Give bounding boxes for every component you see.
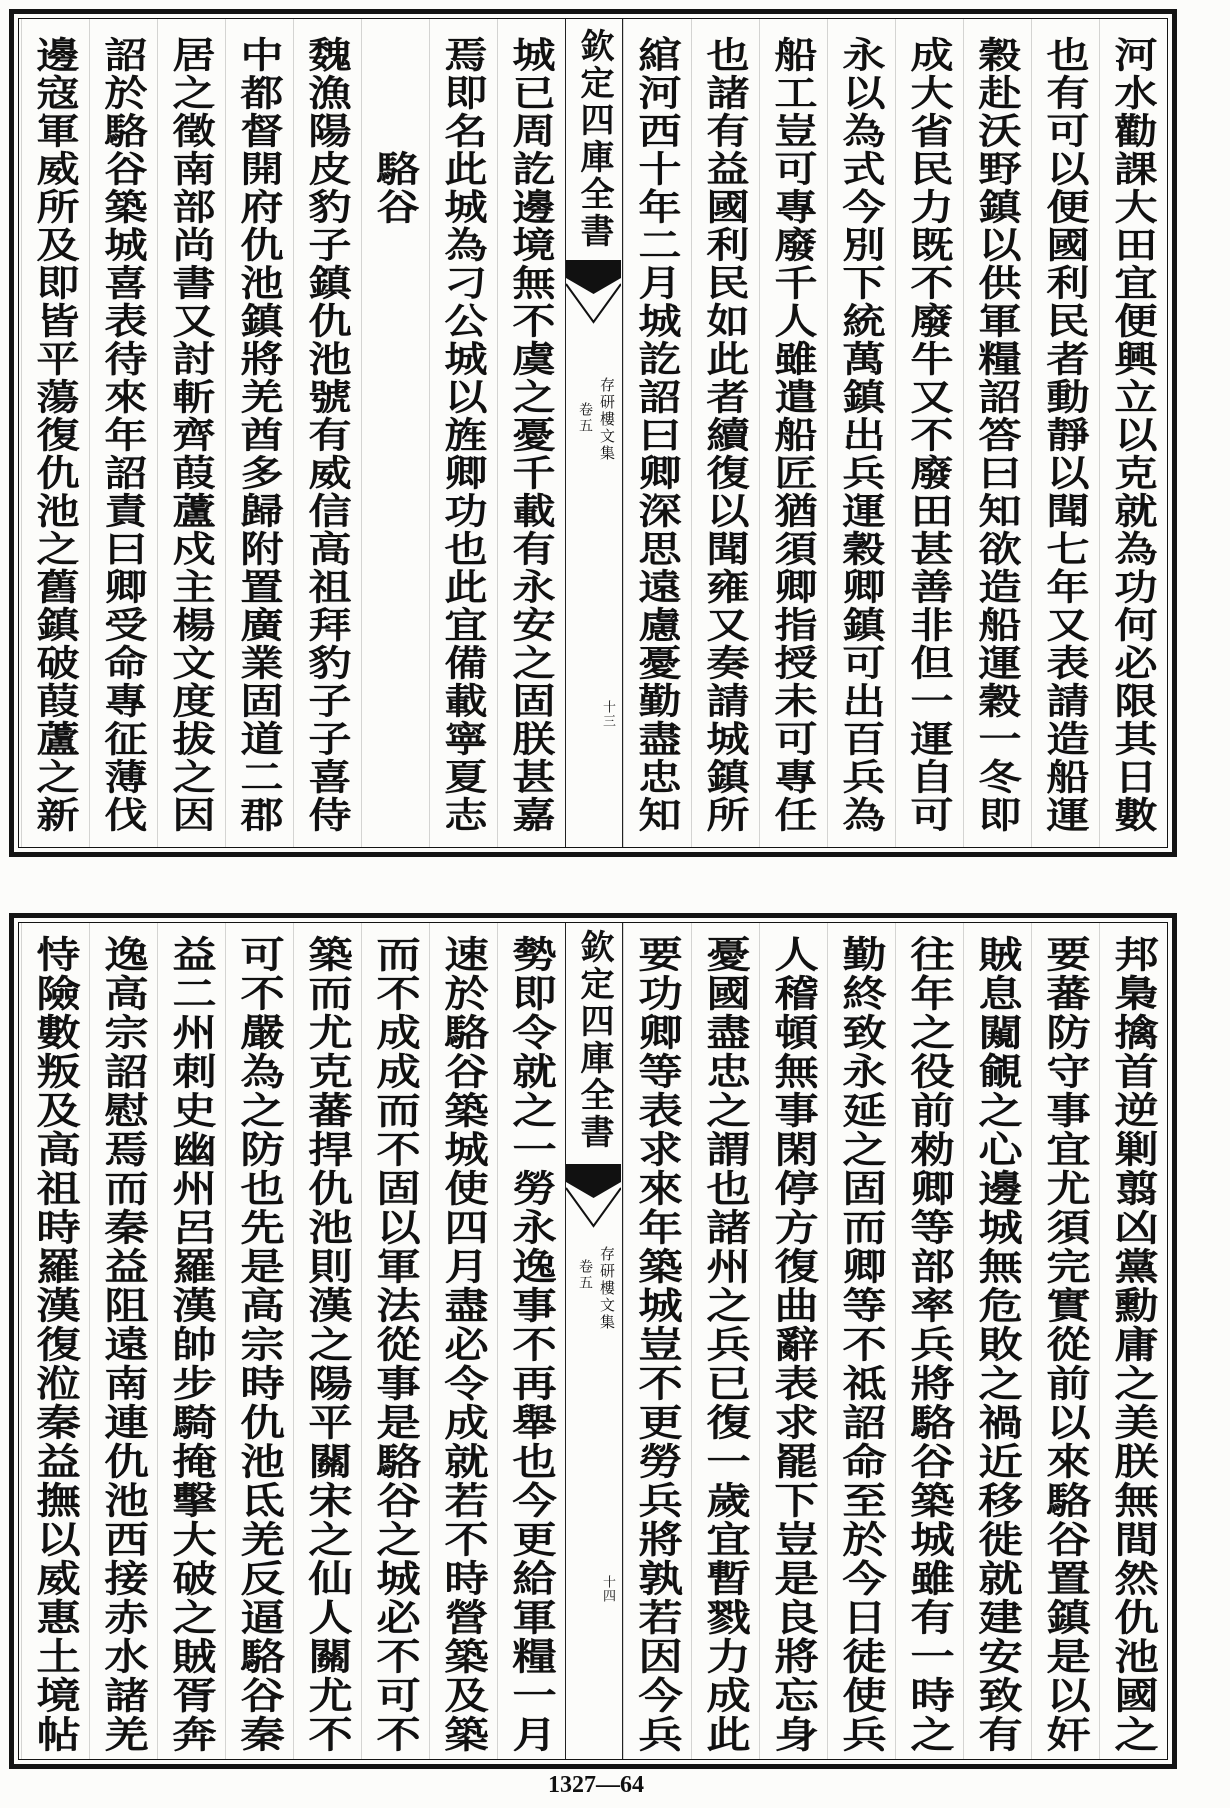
text-column: 詔於駱谷築城喜表待來年詔責曰卿受命專征薄伐 [97, 36, 149, 834]
text-column: 勤終致永延之固而卿等不祗詔命至於今日徒使兵 [834, 935, 888, 1754]
fold-margin [565, 19, 623, 847]
text-column: 焉即名此城為刁公城以旌卿功也此宜備載寧夏志 [437, 36, 489, 834]
right-half [623, 923, 1167, 1759]
left-half [21, 923, 565, 1759]
page-leaf-bottom [9, 913, 1177, 1769]
text-column: 而不成成而不固以軍法從事是駱谷之城必不可不 [368, 935, 422, 1754]
page-number: 1327—64 [548, 1772, 644, 1798]
text-column: 勢即令就之一勞永逸事不再舉也今更給軍糧一月 [504, 935, 558, 1754]
leaf-frame [18, 922, 1168, 1760]
leaf-number: 十三 [600, 700, 615, 728]
volume-label: 卷五 [577, 402, 593, 434]
right-half [623, 19, 1167, 847]
text-column: 船工豈可專廢千人雖遣船匠猶須卿指授未可專任 [767, 36, 819, 834]
text-column: 築而尤克蕃捍仇池則漢之陽平關宋之仙人關尤不 [300, 935, 354, 1754]
text-column: 魏漁陽皮豹子鎮仇池號有威信高祖拜豹子子喜侍 [301, 36, 353, 834]
leaf-frame [18, 18, 1168, 848]
fold-margin [565, 923, 623, 1759]
text-column: 穀赴沃野鎮以供軍糧詔答曰知欲造船運穀一冬即 [971, 36, 1023, 834]
book-title: 存研樓文集 [598, 377, 616, 462]
text-column: 永以為式今別下統萬鎮出兵運穀卿鎮可出百兵為 [835, 36, 887, 834]
text-column: 逸高宗詔慰焉而秦益阻遠南連仇池西接赤水諸羌 [96, 935, 150, 1754]
text-column: 人稽頓無事閑停方復曲辭表求罷下豈是良將忘身 [766, 935, 820, 1754]
column-row [19, 19, 1167, 847]
text-column: 居之徵南部尚書又討斬齊葭蘆戍主楊文度拔之因 [165, 36, 217, 834]
text-column: 憂國盡忠之謂也諸州之兵已復一歲宜暫戮力成此 [698, 935, 752, 1754]
text-column: 城已周訖邊境無不虞之憂千載有永安之固朕甚嘉 [505, 36, 557, 834]
text-column: 也諸有益國利民如此者續復以聞雍又奏請城鎮所 [699, 36, 751, 834]
book-title: 存研樓文集 [598, 1246, 616, 1331]
left-half [21, 19, 565, 847]
text-column: 綰河西十年二月城訖詔曰卿深思遠慮憂勤盡忠知 [631, 36, 683, 834]
text-column: 邊寇軍威所及即皆平蕩復仇池之舊鎮破葭蘆之新 [29, 36, 81, 834]
text-column: 往年之役前勑卿等部率兵將駱谷築城雖有一時之 [902, 935, 956, 1754]
volume-label: 卷五 [577, 1259, 593, 1291]
column-row [19, 923, 1167, 1759]
text-column: 河水勸課大田宜便興立以克就為功何必限其日數 [1107, 36, 1159, 834]
page-leaf-top [9, 9, 1177, 857]
series-title: 欽定四庫全書 [574, 28, 614, 250]
text-column: 要功卿等表求來年築城豈不更勞兵將孰若因今兵 [630, 935, 684, 1754]
series-title: 欽定四庫全書 [574, 929, 614, 1151]
leaf-number: 十四 [600, 1575, 615, 1603]
section-heading: 駱谷 [369, 150, 421, 226]
text-column: 賊息闚覦之心邊城無危敗之禍近移徙就建安致有 [970, 935, 1024, 1754]
text-column: 邦梟擒首逆剿翦凶黨勳庸之美朕無間然仇池國之 [1106, 935, 1160, 1754]
fish-tail-mark [566, 1164, 621, 1228]
text-column: 益二州刺史幽州呂羅漢帥步騎掩擊大破之賊胥奔 [164, 935, 218, 1754]
text-column: 中都督開府仇池鎮將羌酋多歸附置廣業固道二郡 [233, 36, 285, 834]
text-column: 速於駱谷築城使四月盡必令成就若不時營築及築 [436, 935, 490, 1754]
fish-tail-mark [566, 260, 621, 324]
text-column: 成大省民力既不廢牛又不廢田甚善非但一運自可 [903, 36, 955, 834]
text-column: 恃險數叛及高祖時羅漢復涖秦益撫以威惠土境帖 [28, 935, 82, 1754]
text-column: 可不嚴為之防也先是高宗時仇池氐羌反逼駱谷秦 [232, 935, 286, 1754]
text-column: 也有可以便國利民者動靜以聞七年又表請造船運 [1039, 36, 1091, 834]
text-column: 要蕃防守事宜尤須完實從前以來駱谷置鎮是以奸 [1038, 935, 1092, 1754]
